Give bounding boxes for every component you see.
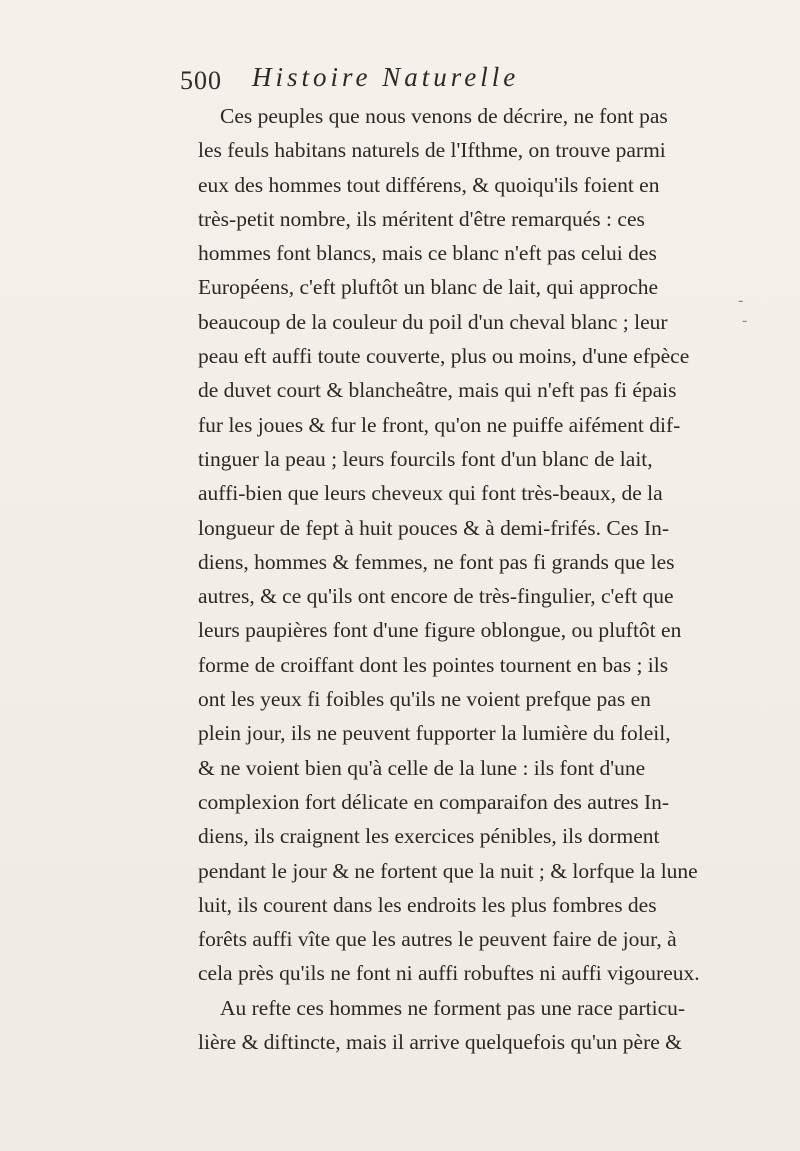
page-number: 500 — [180, 66, 222, 95]
text-line: diens, hommes & femmes, ne font pas fi grands que les — [198, 549, 675, 574]
text-line: beaucoup de la couleur du poil d'un cheval blanc ; leur — [198, 309, 668, 334]
text-line: fur les joues & fur le front, qu'on ne puiffe aifément dif- — [198, 412, 681, 437]
margin-dash-mark: - — [738, 292, 744, 309]
text-line: complexion fort délicate en comparaifon des autres In- — [198, 789, 670, 814]
text-line: très-petit nombre, ils méritent d'être remarqués : ces — [198, 206, 645, 231]
text-line: eux des hommes tout différens, & quoiqu'ils foient en — [198, 172, 660, 197]
text-line: autres, & ce qu'ils ont encore de très-fingulier, c'eft que — [198, 584, 674, 609]
margin-dash-mark: - — [742, 312, 748, 329]
text-line: tinguer la peau ; leurs fourcils font d'un blanc de lait, — [198, 446, 653, 471]
body-text — [198, 99, 700, 1059]
text-line: & ne voient bien qu'à celle de la lune : ils font d'une — [198, 755, 646, 780]
text-line: de duvet court & blancheâtre, mais qui n'eft pas fi épais — [198, 378, 677, 403]
text-line: forme de croiffant dont les pointes tournent en bas ; ils — [198, 652, 669, 677]
text-line: hommes font blancs, mais ce blanc n'eft pas celui des — [198, 241, 657, 266]
text-line: longueur de fept à huit pouces & à demi-frifés. Ces In- — [198, 515, 670, 540]
text-line: cela près qu'ils ne font ni auffi robuftes ni auffi vigoureux. — [198, 961, 700, 986]
text-line: forêts auffi vîte que les autres le peuvent faire de jour, à — [198, 927, 677, 952]
text-line: luit, ils courent dans les endroits les plus fombres des — [198, 892, 657, 917]
text-line: diens, ils craignent les exercices pénibles, ils dorment — [198, 824, 660, 849]
page-header — [180, 62, 640, 102]
text-line: ont les yeux fi foibles qu'ils ne voient prefque pas en — [198, 687, 651, 712]
text-line: peau eft auffi toute couverte, plus ou moins, d'une efpèce — [198, 344, 690, 369]
text-line: Au refte ces hommes ne forment pas une race particu- — [220, 995, 686, 1020]
text-line: auffi-bien que leurs cheveux qui font très-beaux, de la — [198, 481, 663, 506]
text-line: leurs paupières font d'une figure oblongue, ou pluftôt en — [198, 618, 682, 643]
text-line: lière & diftincte, mais il arrive quelquefois qu'un père & — [198, 1030, 682, 1055]
text-line: pendant le jour & ne fortent que la nuit ; & lorfque la lune — [198, 858, 698, 883]
text-line: Ces peuples que nous venons de décrire, ne font pas — [220, 104, 668, 128]
text-line: plein jour, ils ne peuvent fupporter la lumière du foleil, — [198, 721, 671, 746]
text-line: les feuls habitans naturels de l'Ifthme, on trouve parmi — [198, 138, 666, 163]
running-title: Histoire Naturelle — [252, 62, 520, 92]
text-line: Européens, c'eft pluftôt un blanc de lait, qui approche — [198, 275, 658, 300]
